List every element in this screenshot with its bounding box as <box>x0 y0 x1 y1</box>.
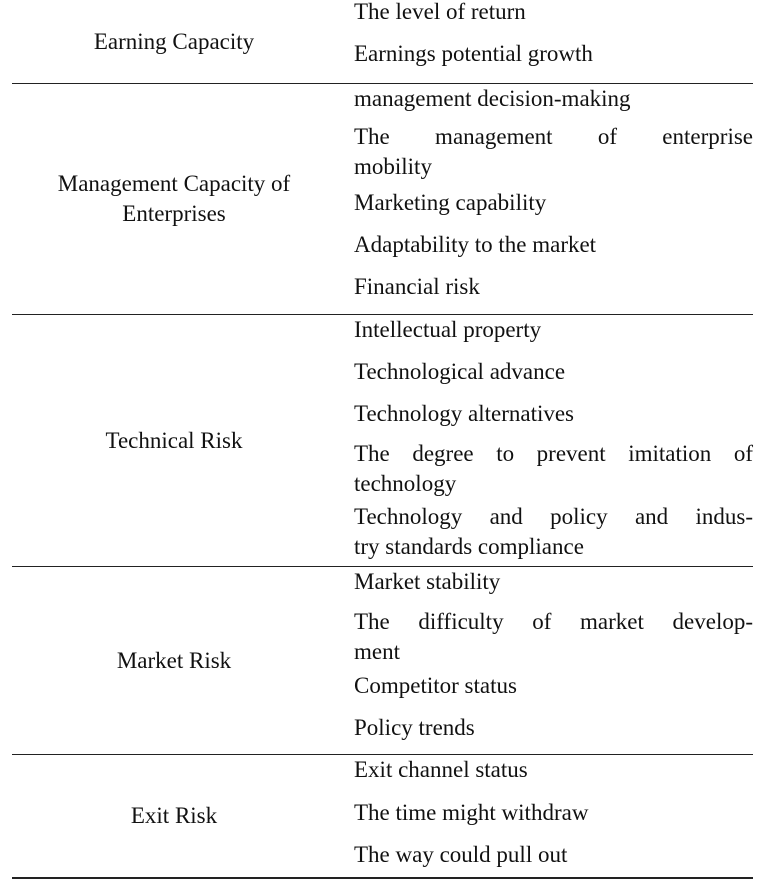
indicator-item <box>354 39 753 69</box>
indicator-list <box>354 0 753 83</box>
indicator-line: Exit channel status <box>354 757 528 782</box>
category-label: Technical Risk <box>105 427 243 453</box>
indicator-line: Technology alternatives <box>354 401 575 426</box>
indicator-item <box>354 755 753 785</box>
indicator-item <box>354 798 753 828</box>
indicator-line: Intellectual property <box>354 317 542 342</box>
indicator-line: Financial risk <box>354 274 480 299</box>
category-cell <box>12 315 336 566</box>
indicator-item <box>354 840 753 870</box>
table-bottom-rule <box>12 877 753 879</box>
indicator-line: The way could pull out <box>354 842 568 867</box>
indicator-list <box>354 84 753 314</box>
indicator-line: The difficulty of market develop- <box>354 609 753 634</box>
indicator-item <box>354 0 753 27</box>
category-cell <box>12 84 336 314</box>
category-label: Management Capacity of Enterprises <box>57 171 291 226</box>
indicator-item <box>354 272 753 302</box>
indicator-line: mobility <box>354 154 432 179</box>
indicator-item <box>354 230 753 260</box>
indicator-line: Competitor status <box>354 673 517 698</box>
indicator-item <box>354 607 753 667</box>
indicator-list <box>354 315 753 566</box>
indicator-item <box>354 84 753 114</box>
indicator-line: The time might withdraw <box>354 800 589 825</box>
indicator-item <box>354 439 753 499</box>
indicator-item <box>354 671 753 701</box>
indicator-list <box>354 567 753 754</box>
indicator-line: Adaptability to the market <box>354 232 597 257</box>
indicator-line: Market stability <box>354 569 501 594</box>
indicator-line: Policy trends <box>354 715 475 740</box>
category-cell <box>12 567 336 754</box>
indicator-line: Marketing capability <box>354 190 547 215</box>
indicator-line: The degree to prevent imitation of <box>354 441 753 466</box>
indicator-line: The level of return <box>354 0 526 24</box>
table-row-group <box>12 566 753 754</box>
indicator-line: Earnings potential growth <box>354 41 593 66</box>
indicator-item <box>354 188 753 218</box>
table-row-group <box>12 0 753 83</box>
indicator-item <box>354 713 753 743</box>
indicator-line: ment <box>354 639 400 664</box>
table-row-group <box>12 754 753 877</box>
indicator-line: Technology and policy and indus- <box>354 504 753 529</box>
table-row-group <box>12 314 753 566</box>
indicator-line: try standards compliance <box>354 534 584 559</box>
indicator-item <box>354 567 753 597</box>
indicator-line: The management of enterprise <box>354 124 753 149</box>
category-cell <box>12 755 336 877</box>
indicator-item <box>354 399 753 429</box>
indicator-list <box>354 755 753 877</box>
category-cell <box>12 0 336 83</box>
table-row-group <box>12 83 753 314</box>
indicator-line: Technological advance <box>354 359 566 384</box>
category-label: Earning Capacity <box>93 28 255 54</box>
indicator-item <box>354 315 753 345</box>
indicator-item <box>354 122 753 182</box>
indicator-line: management decision-making <box>354 86 631 111</box>
risk-index-table <box>12 0 753 877</box>
indicator-item <box>354 502 753 562</box>
category-label: Exit Risk <box>130 803 218 828</box>
indicator-item <box>354 357 753 387</box>
category-label: Market Risk <box>116 647 232 673</box>
indicator-line: technology <box>354 471 457 496</box>
